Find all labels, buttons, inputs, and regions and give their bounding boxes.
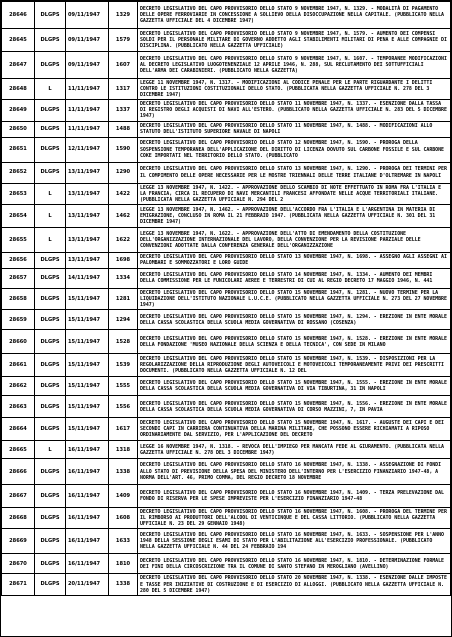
record-id: 28650 xyxy=(2,121,35,137)
record-id: 28649 xyxy=(2,100,35,121)
record-id: 28670 xyxy=(2,554,35,574)
table-row xyxy=(2,354,451,377)
act-date: 12/11/1947 xyxy=(66,137,109,162)
act-number: 1528 xyxy=(109,330,138,354)
act-description: DECRETO LEGISLATIVO DEL CAPO PROVVISORIO DELLO STATO 13 NOVEMBRE 1947, N. 1290. - PROROGA DEI TERMINI PER IL COMPIMENTO DELLE OPERE NECESSARIE PER LE MOSTRE TRIENNALI DELLE TERRE ITALIANE D'OLTREMARE IN NAPOLI xyxy=(138,162,451,183)
act-description: DECRETO LEGISLATIVO DEL CAPO PROVVISORIO DELLO STATO 20 NOVEMBRE 1947, N. 1338. - ESENZIONE DALLE IMPOSTE E TASSE PER INIZIATIVE DI COSTRUZIONE E DI ESERCIZIO DI ALLOGGI. (PUBBLICATO NELLA GAZZETTA UFFICIALE N. 280 DEL 5 DICEMBRE 1947) xyxy=(138,574,451,595)
act-description: DECRETO LEGISLATIVO DEL CAPO PROVVISORIO DELLO STATO 16 NOVEMBRE 1947, N. 1409. - TERZA PRELEVAZIONE DAL FONDO DI RISERVA PER LE SPESE IMPREVISTE PER L'ESERCIZIO FINANZIARIO 1947-48 xyxy=(138,485,451,508)
record-id: 28671 xyxy=(2,574,35,595)
act-date: 13/11/1947 xyxy=(66,162,109,183)
act-description: LEGGE 13 NOVEMBRE 1947, N. 1622. - APPROVAZIONE DELL'ATTO DI EMENDAMENTO DELLA COSTITUZIONE DELL'ORGANIZZAZIONE INTERNAZIONALE DEL LAVORO, DELLA CONVENZIONE PER LA REVISIONE PARZIALE DELLE CONVENZIONI ADOTTATE DALLA CONFERENZA GENERALE DELL'ORGANIZZAZIONE xyxy=(138,227,451,252)
record-id: 28662 xyxy=(2,377,35,396)
table-row xyxy=(2,508,451,529)
act-date: 15/11/1947 xyxy=(66,377,109,396)
act-date: 13/11/1947 xyxy=(66,183,109,204)
table-row xyxy=(2,268,451,288)
table-row xyxy=(2,29,451,52)
act-date: 15/11/1947 xyxy=(66,330,109,354)
table-row xyxy=(2,183,451,204)
act-number: 1556 xyxy=(109,396,138,418)
act-number: 1607 xyxy=(109,52,138,79)
record-id: 28655 xyxy=(2,227,35,252)
act-date: 14/11/1947 xyxy=(66,268,109,288)
act-description: LEGGE 16 NOVEMBRE 1947, N. 1318. - REVOCA DELL'IMPIEGO PER MANCATA FEDE AL GIURAMENTO. (PUBBLICATA NELLA GAZZETTA UFFICIALE N. 278 DEL 3 DICEMBRE 1947) xyxy=(138,441,451,459)
act-type: L xyxy=(35,79,66,100)
act-date: 16/11/1947 xyxy=(66,554,109,574)
act-date: 11/11/1947 xyxy=(66,100,109,121)
act-date: 11/11/1947 xyxy=(66,79,109,100)
act-number: 1334 xyxy=(109,268,138,288)
act-number: 1338 xyxy=(109,459,138,485)
act-number: 1422 xyxy=(109,183,138,204)
record-id: 28657 xyxy=(2,268,35,288)
act-description: DECRETO LEGISLATIVO DEL CAPO PROVVISORIO DELLO STATO 15 NOVEMBRE 1947, N. 1539. - DISPOSIZIONI PER LA REGOLARIZZAZIONE DELLA RIPRODUZIONE DEGLI AUTOVEICOLI E MOTOVEICOLI TEMPORANEAMENTE PRIVI DEI PRESCRITTI DOCUMENTI. (PUBBLICATO NELLA GAZZETTA UFFICIALE N. 12 DEL xyxy=(138,354,451,377)
act-date: 15/11/1947 xyxy=(66,354,109,377)
act-number: 1608 xyxy=(109,508,138,529)
act-description: DECRETO LEGISLATIVO DEL CAPO PROVVISORIO DELLO STATO 12 NOVEMBRE 1947, N. 1590. - PROROGA DELLA SOSPENSIONE TEMPORANEA DELL'APPLICAZIONE DEL DIRITTO DI LICENZA DOVUTO SUL CARBONE FOSSILE E SUL CARBONE COKE IMPORTATI NEL TERRITORIO DELLO STATO. (PUBBLICATO xyxy=(138,137,451,162)
act-number: 1294 xyxy=(109,310,138,330)
act-type: DLGPS xyxy=(35,100,66,121)
act-description: DECRETO LEGISLATIVO DEL CAPO PROVVISORIO DELLO STATO 16 NOVEMBRE 1947, N. 1608. - PROROGA DEL TERMINE PER IL RIMBORSO AI PRODUTTORI DELL'ALCOOL DI VENTICINQUE E DEL CASSA LITTORIO. (PUBBLICATO NELLA GAZZETTA UFFICIALE N. 23 DEL 29 GENNAIO 1948) xyxy=(138,508,451,529)
record-id: 28651 xyxy=(2,137,35,162)
act-number: 1318 xyxy=(109,441,138,459)
act-type: DLGPS xyxy=(35,288,66,309)
act-description: LEGGE 13 NOVEMBRE 1947, N. 1422. - APPROVAZIONE DELLO SCAMBIO DI NOTE EFFETTUATO IN ROMA FRA L'ITALIA E LA FRANCIA, CIRCA IL RECUPERO DI NAVI MERCANTILI FRANCESI AFFONDATE NELLE ACQUE TERRITORIALI ITALIANE. (PUBBLICATA NELLA GAZZETTA UFFICIALE N. 294 DEL 2 xyxy=(138,183,451,204)
record-id: 28669 xyxy=(2,529,35,554)
act-type: DLGPS xyxy=(35,354,66,377)
record-id: 28659 xyxy=(2,310,35,330)
act-type: DLGPS xyxy=(35,418,66,441)
act-number: 1462 xyxy=(109,204,138,227)
act-number: 1329 xyxy=(109,2,138,29)
act-date: 16/11/1947 xyxy=(66,485,109,508)
act-number: 1317 xyxy=(109,79,138,100)
act-type: DLGPS xyxy=(35,137,66,162)
act-date: 13/11/1947 xyxy=(66,204,109,227)
act-type: DLGPS xyxy=(35,508,66,529)
act-number: 1590 xyxy=(109,137,138,162)
table-row xyxy=(2,52,451,79)
record-id: 28652 xyxy=(2,162,35,183)
act-number: 1338 xyxy=(109,574,138,595)
act-description: DECRETO LEGISLATIVO DEL CAPO PROVVISORIO DELLO STATO 14 NOVEMBRE 1947, N. 1334. - AUMENTO DEI MEMBRI DELLA COMMISSIONE PER LE FUNICOLARI AEREE E TERRESTRI DI CUI AL REGIO DECRETO 17 MAGGIO 1946, N. 441 xyxy=(138,268,451,288)
record-id: 28645 xyxy=(2,29,35,52)
act-type: DLGPS xyxy=(35,485,66,508)
record-id: 28660 xyxy=(2,330,35,354)
act-type: L xyxy=(35,227,66,252)
act-type: L xyxy=(35,204,66,227)
act-type: DLGPS xyxy=(35,52,66,79)
act-date: 16/11/1947 xyxy=(66,508,109,529)
act-date: 16/11/1947 xyxy=(66,529,109,554)
table-row xyxy=(2,227,451,252)
record-id: 28667 xyxy=(2,485,35,508)
table-row xyxy=(2,2,451,29)
act-description: DECRETO LEGISLATIVO DEL CAPO PROVVISORIO DELLO STATO 15 NOVEMBRE 1947, N. 1294. - EREZIONE IN ENTE MORALE DELLA CASSA SCOLASTICA DELLA SCUOLA MEDIA GOVERNATIVA DI ROSSANO (COSENZA) xyxy=(138,310,451,330)
act-date: 20/11/1947 xyxy=(66,574,109,595)
act-description: DECRETO LEGISLATIVO DEL CAPO PROVVISORIO DELLO STATO 15 NOVEMBRE 1947, N. 1555. - EREZIONE IN ENTE MORALE DELLA CASSA SCOLASTICA DELLA SCUOLA MEDIA GOVERNATIVA DI VIA TIBURTINA, 31 IN NAPOLI xyxy=(138,377,451,396)
act-type: DLGPS xyxy=(35,162,66,183)
act-number: 1281 xyxy=(109,288,138,309)
record-id: 28658 xyxy=(2,288,35,309)
act-number: 1488 xyxy=(109,121,138,137)
act-number: 1290 xyxy=(109,162,138,183)
table-row xyxy=(2,459,451,485)
act-date: 09/11/1947 xyxy=(66,52,109,79)
act-number: 1633 xyxy=(109,529,138,554)
act-date: 15/11/1947 xyxy=(66,418,109,441)
act-type: DLGPS xyxy=(35,574,66,595)
table-row xyxy=(2,529,451,554)
act-number: 1579 xyxy=(109,29,138,52)
act-type: DLGPS xyxy=(35,377,66,396)
act-type: L xyxy=(35,183,66,204)
act-date: 15/11/1947 xyxy=(66,396,109,418)
record-id: 28653 xyxy=(2,183,35,204)
act-description: LEGGE 13 NOVEMBRE 1947, N. 1462. - APPROVAZIONE DELL'ACCORDO FRA L'ITALIA E L'ARGENTINA IN MATERIA DI EMIGRAZIONE, CONCLUSO IN ROMA IL 21 FEBBRAIO 1947. (PUBBLICATA NELLA GAZZETTA UFFICIALE N. 301 DEL 31 DICEMBRE 1947) xyxy=(138,204,451,227)
table-row xyxy=(2,121,451,137)
record-id: 28663 xyxy=(2,396,35,418)
act-number: 1617 xyxy=(109,418,138,441)
act-description: DECRETO LEGISLATIVO DEL CAPO PROVVISORIO DELLO STATO 15 NOVEMBRE 1947, N. 1528. - EREZIONE IN ENTE MORALE DELLA FONDAZIONE 'MUSEO NAZIONALE DELLA SCIENZA E DELLA TECNICA', CON SEDE IN MILANO xyxy=(138,330,451,354)
act-date: 16/11/1947 xyxy=(66,441,109,459)
act-date: 15/11/1947 xyxy=(66,288,109,309)
act-type: DLGPS xyxy=(35,268,66,288)
act-description: DECRETO LEGISLATIVO DEL CAPO PROVVISORIO DELLO STATO 16 NOVEMBRE 1947, N. 1338. - ASSEGNAZIONE DI FONDI ALLO STATO DI PREVISIONE DELLA SPESA DEL MINISTERO DELL'INTERNO PER L'ESERCIZIO FINANZIARIO 1947-48, A NORMA DELL'ART. 46, PRIMO COMMA, DEL REGIO DECRETO 18 NOVEMBRE xyxy=(138,459,451,485)
act-number: 1622 xyxy=(109,227,138,252)
act-number: 1337 xyxy=(109,100,138,121)
record-id: 28656 xyxy=(2,252,35,268)
record-id: 28664 xyxy=(2,418,35,441)
act-description: DECRETO LEGISLATIVO DEL CAPO PROVVISORIO DELLO STATO 15 NOVEMBRE 1947, N. 1281. - NUOVO TERMINE PER LA LIQUIDAZIONE DELL'ISTITUTO NAZIONALE L.U.C.E. (PUBBLICATO NELLA GAZZETTA UFFICIALE N. 273 DEL 27 NOVEMBRE 1947) xyxy=(138,288,451,309)
act-number: 1539 xyxy=(109,354,138,377)
act-type: L xyxy=(35,441,66,459)
table-row xyxy=(2,100,451,121)
act-number: 1409 xyxy=(109,485,138,508)
record-id: 28654 xyxy=(2,204,35,227)
table-row xyxy=(2,79,451,100)
act-date: 09/11/1947 xyxy=(66,2,109,29)
table-row xyxy=(2,574,451,595)
record-id: 28648 xyxy=(2,79,35,100)
table-row xyxy=(2,162,451,183)
act-type: DLGPS xyxy=(35,252,66,268)
record-id: 28668 xyxy=(2,508,35,529)
table-row xyxy=(2,288,451,309)
act-description: DECRETO LEGISLATIVO DEL CAPO PROVVISORIO DELLO STATO 15 NOVEMBRE 1947, N. 1556. - EREZIONE IN ENTE MORALE DELLA CASSA SCOLASTICA DELLA SCUOLA MEDIA GOVERNATIVA DI CORSO MAZZINI, 7, IN PAVIA xyxy=(138,396,451,418)
table-row xyxy=(2,137,451,162)
act-date: 09/11/1947 xyxy=(66,29,109,52)
record-id: 28647 xyxy=(2,52,35,79)
record-id: 28666 xyxy=(2,459,35,485)
record-id: 28661 xyxy=(2,354,35,377)
act-number: 1810 xyxy=(109,554,138,574)
act-type: DLGPS xyxy=(35,554,66,574)
act-type: DLGPS xyxy=(35,529,66,554)
act-description: LEGGE 11 NOVEMBRE 1947, N. 1317. - MODIFICAZIONI AL CODICE PENALE PER LE PARTE RIGUARDANTE I DELITTI CONTRO LE ISTITUZIONI COSTITUZIONALI DELLO STATO. (PUBBLICATA NELLA GAZZETTA UFFICIALE N. 278 DEL 3 DICEMBRE 1947) xyxy=(138,79,451,100)
legislation-table xyxy=(1,1,451,596)
table-row xyxy=(2,396,451,418)
act-date: 16/11/1947 xyxy=(66,459,109,485)
act-date: 15/11/1947 xyxy=(66,310,109,330)
act-description: DECRETO LEGISLATIVO DEL CAPO PROVVISORIO DELLO STATO 16 NOVEMBRE 1947, N. 1633. - SOSPENSIONE PER L'ANNO 1948 DELLA SESSIONE DEGLI ESAMI DI STATO PER L'ABILITAZIONE ALL'ESERCIZIO PROFESSIONALE. (PUBBLICATO NELLA GAZZETTA UFFICIALE N. 44 DEL 24 FEBBRAIO 194 xyxy=(138,529,451,554)
act-number: 1555 xyxy=(109,377,138,396)
act-description: DECRETO LEGISLATIVO DEL CAPO PROVVISORIO DELLO STATO 15 NOVEMBRE 1947, N. 1617. - AUGUSTE DEI CAPI E DEI SECONDI CAPI IN CARRIERA CONTINUATIVA DELLA MARINA MILITARE, CHE POSSONO ESSERE RICHIAMATI A RIPOSO ORDINARIAMENTE DAL SERVIZIO, PER L'APPLICAZIONE DEL DECRETO xyxy=(138,418,451,441)
act-date: 11/11/1947 xyxy=(66,121,109,137)
table-row xyxy=(2,418,451,441)
act-type: DLGPS xyxy=(35,459,66,485)
table-row xyxy=(2,330,451,354)
act-type: DLGPS xyxy=(35,310,66,330)
record-id: 28665 xyxy=(2,441,35,459)
act-description: DECRETO LEGISLATIVO DEL CAPO PROVVISORIO DELLO STATO 9 NOVEMBRE 1947, N. 1329. - MODALITÀ DI PAGAMENTO DELLE OPERE FERROVIARIE IN CONCESSIONE A SOLLIEVO DELLA DISOCCUPAZIONE NELLA CAPITALE. (PUBBLICATO NELLA GAZZETTA UFFICIALE DEL 4 DICEMBRE 1947) xyxy=(138,2,451,29)
table-row xyxy=(2,204,451,227)
act-type: DLGPS xyxy=(35,121,66,137)
table-row xyxy=(2,441,451,459)
table-body xyxy=(2,2,451,596)
act-description: DECRETO LEGISLATIVO DEL CAPO PROVVISORIO DELLO STATO 9 NOVEMBRE 1947, N. 1579. - AUMENTO DEI COMPENSI SOLDI PER IL PERSONALE MILITARE DI GOVERNO ADDETTO AGLI STABILIMENTI MILITARI DI PENA E ALLE COMPAGNIE DI DISCIPLINA. (PUBBLICATO NELLA GAZZETTA UFFICIALE) xyxy=(138,29,451,52)
act-description: DECRETO LEGISLATIVO DEL CAPO PROVVISORIO DELLO STATO 13 NOVEMBRE 1947, N. 1698. - ASSEGNO AGLI ASSEGNI AI PALOMBARI E SOMMOZZATORI E LORO GUIDE xyxy=(138,252,451,268)
table-row xyxy=(2,252,451,268)
table-row xyxy=(2,554,451,574)
act-type: DLGPS xyxy=(35,2,66,29)
act-type: DLGPS xyxy=(35,396,66,418)
act-description: DECRETO LEGISLATIVO DEL CAPO PROVVISORIO DELLO STATO 9 NOVEMBRE 1947, N. 1607. - TEMPORANEE MODIFICAZIONI AL DECRETO LEGISLATIVO LUOGOTENENZIALE 12 APRILE 1946, N. 288, SUL RECLUTAMENTO DEI SOTTUFFICIALI DELL'ARMA DEI CARABINIERI. (PUBBLICATO NELLA GAZZETTA) xyxy=(138,52,451,79)
act-description: DECRETO LEGISLATIVO DEL CAPO PROVVISORIO DELLO STATO 16 NOVEMBRE 1947, N. 1810. - DETERMINAZIONE FORMALE DEI FINI DELLA CIRCOSCRIZIONE TRA IL COMUNE DI SANTO STEFANO IN MEROGLIANO (AVELLINO) xyxy=(138,554,451,574)
act-date: 13/11/1947 xyxy=(66,252,109,268)
act-number: 1698 xyxy=(109,252,138,268)
table-row xyxy=(2,485,451,508)
act-type: DLGPS xyxy=(35,29,66,52)
act-description: DECRETO LEGISLATIVO DEL CAPO PROVVISORIO DELLO STATO 11 NOVEMBRE 1947, N. 1488. - MODIFICAZIONI ALLO STATUTO DELL'ISTITUTO SUPERIORE NAVALE DI NAPOLI xyxy=(138,121,451,137)
table-row xyxy=(2,377,451,396)
table-row xyxy=(2,310,451,330)
record-id: 28646 xyxy=(2,2,35,29)
act-description: DECRETO LEGISLATIVO DEL CAPO PROVVISORIO DELLO STATO 11 NOVEMBRE 1947, N. 1337. - ESENZIONE DALLA TASSA DI REGISTRO DEGLI ACQUISTI DI NAVI ALL'ESTERO. (PUBBLICATO NELLA GAZZETTA UFFICIALE N. 283 DEL 5 DICEMBRE 1947) xyxy=(138,100,451,121)
act-date: 13/11/1947 xyxy=(66,227,109,252)
act-type: DLGPS xyxy=(35,330,66,354)
